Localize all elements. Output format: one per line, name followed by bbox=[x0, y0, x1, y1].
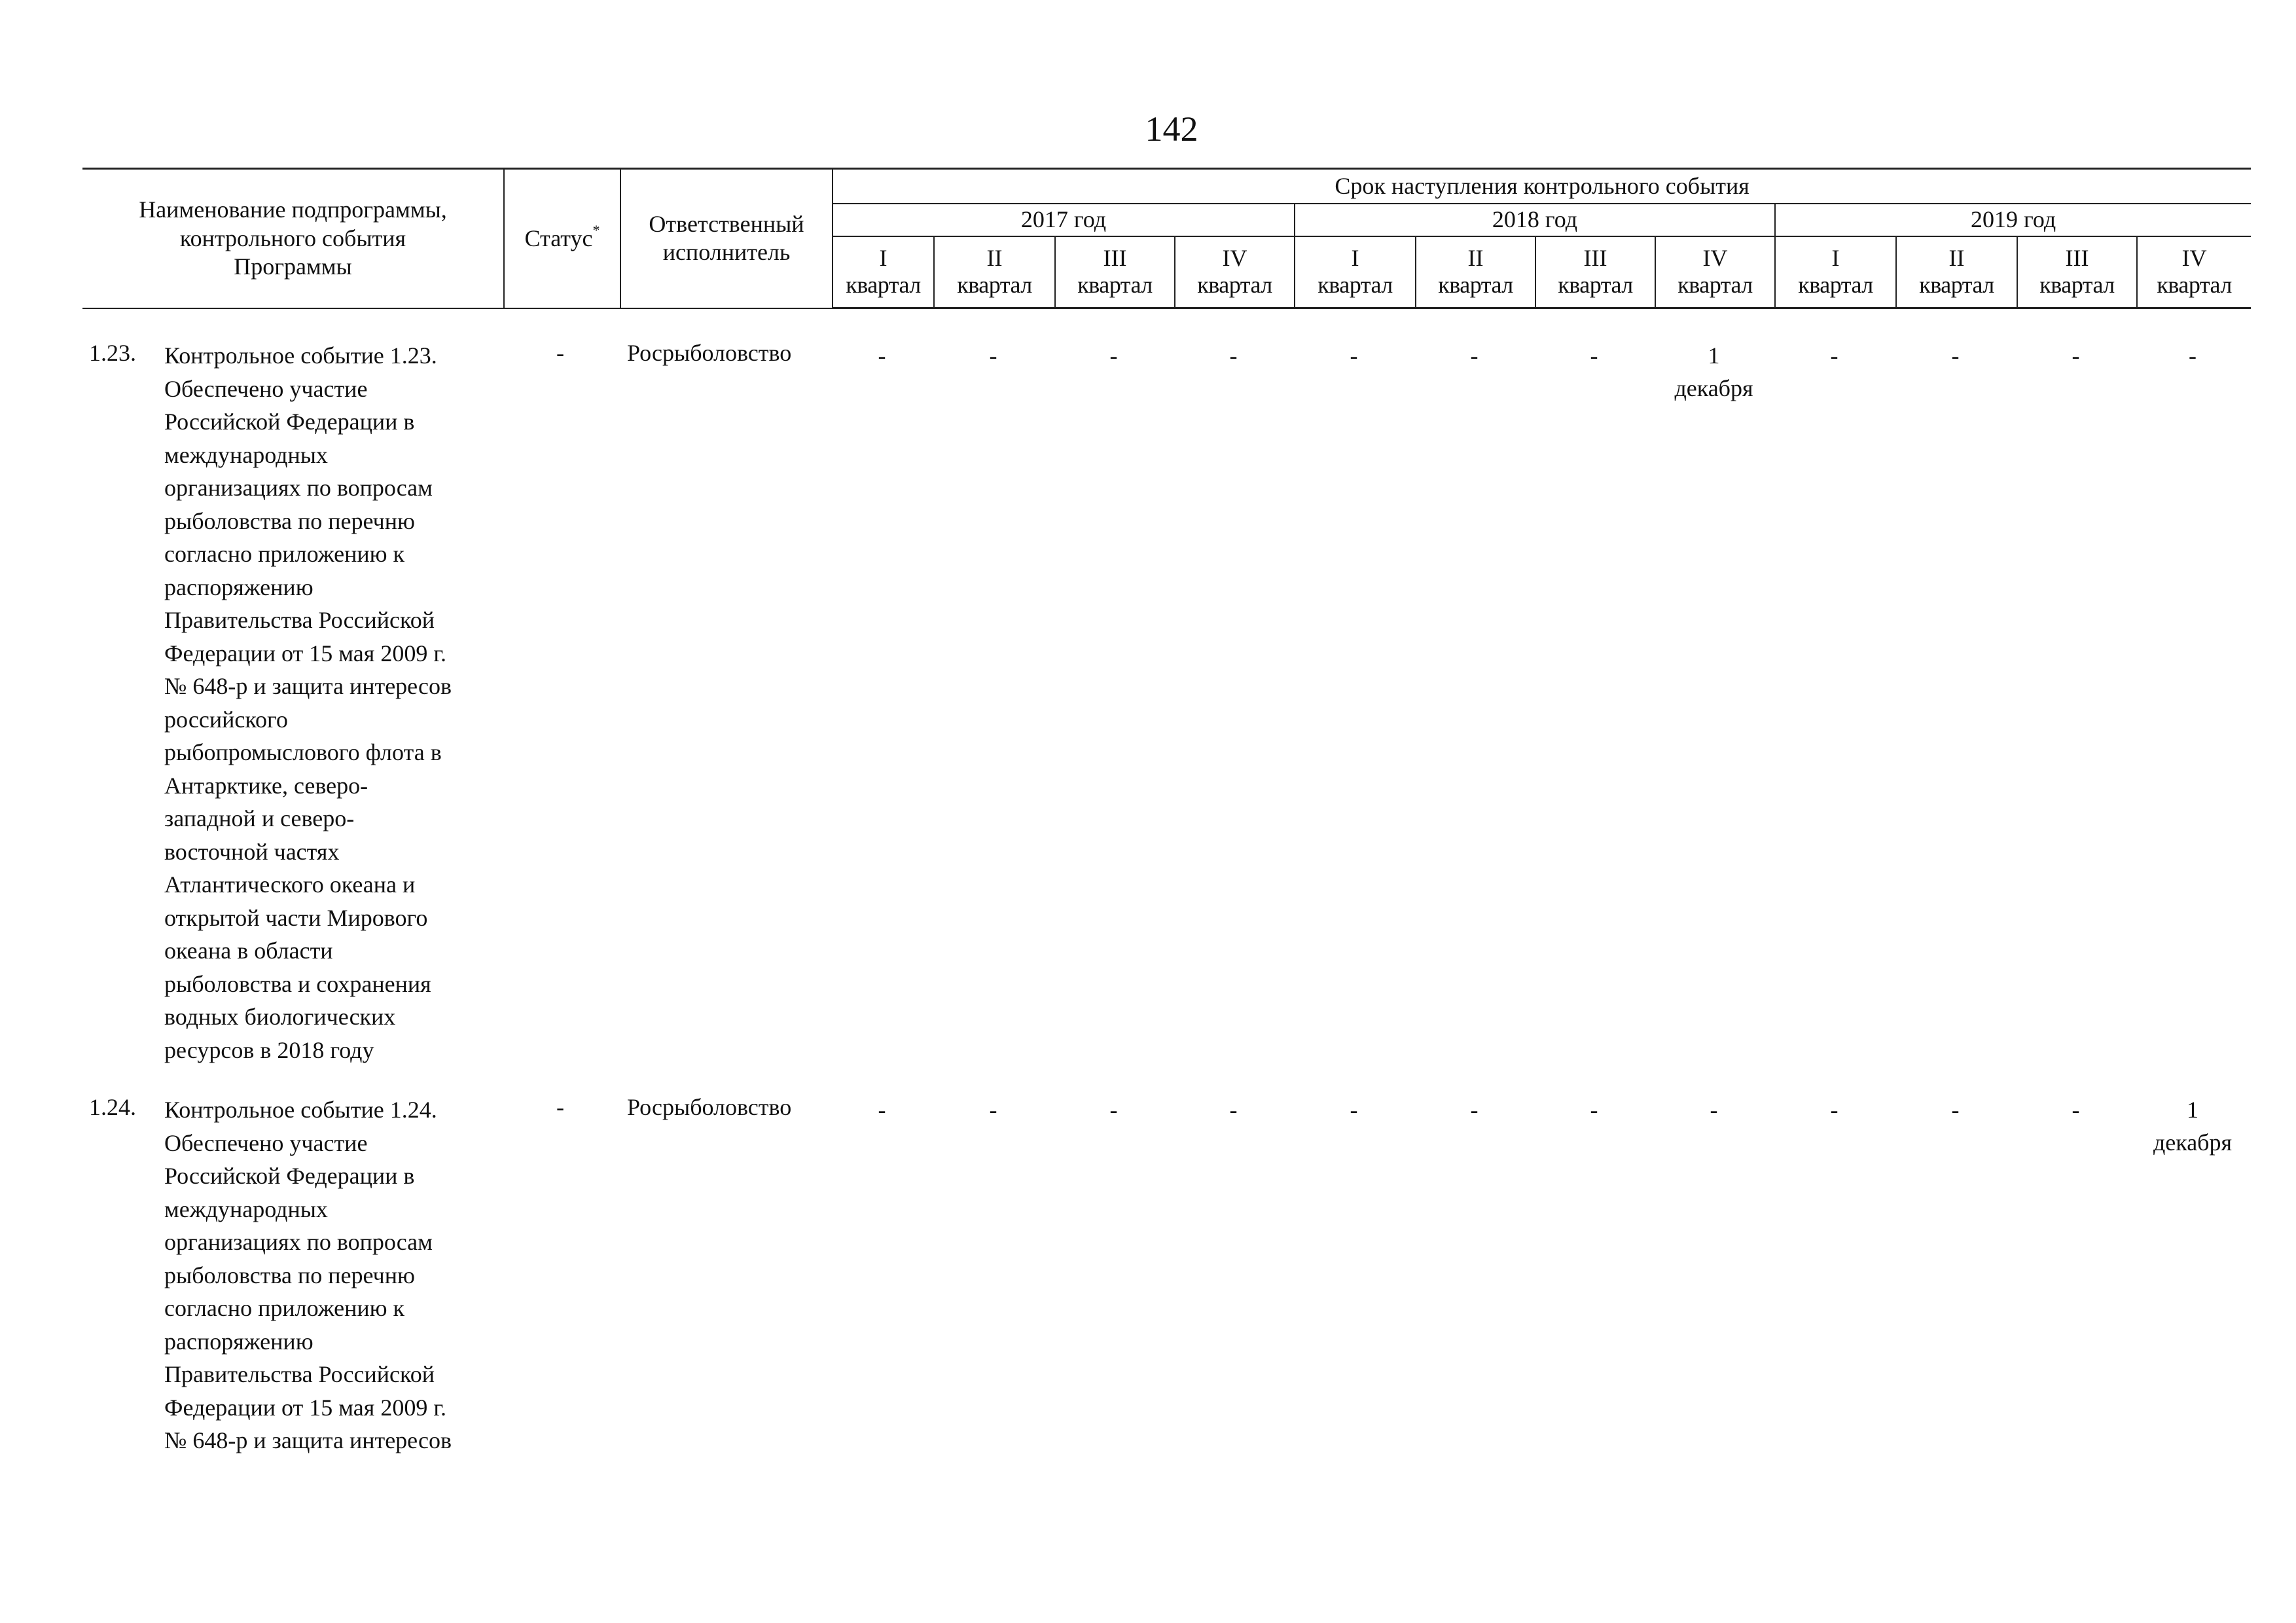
status-footnote-mark: * bbox=[592, 221, 600, 238]
deadline-header: Срок наступления контрольного события bbox=[833, 169, 2251, 204]
quarter-cell: - bbox=[2189, 342, 2197, 369]
quarter-cell: - bbox=[1590, 342, 1598, 369]
quarter-cell: - bbox=[1951, 342, 1960, 369]
quarter-cell: - bbox=[1470, 1097, 1479, 1123]
quarter-cell: - bbox=[989, 1097, 997, 1123]
quarter-cell: - bbox=[1951, 1097, 1960, 1123]
row-executor: Росрыболовство bbox=[627, 1094, 792, 1120]
quarter-cell: - bbox=[2072, 342, 2080, 369]
quarter-cell: 1 декабря bbox=[1674, 342, 1753, 401]
status-column-header: Статус* bbox=[504, 169, 620, 308]
row-executor: Росрыболовство bbox=[627, 340, 792, 366]
table-header bbox=[82, 168, 2251, 309]
quarter-header: III квартал bbox=[1535, 236, 1655, 308]
executor-column-header: Ответственный исполнитель bbox=[620, 169, 833, 308]
quarter-header: II квартал bbox=[1896, 236, 2017, 308]
quarter-cell: - bbox=[1590, 1097, 1598, 1123]
quarter-header: IV квартал bbox=[1655, 236, 1775, 308]
quarter-cell: - bbox=[878, 342, 886, 369]
quarter-cell: - bbox=[1830, 1097, 1839, 1123]
year-2019-header: 2019 год bbox=[1775, 204, 2251, 236]
row-number: 1.24. bbox=[89, 1094, 136, 1120]
quarter-cell: - bbox=[1350, 1097, 1358, 1123]
quarter-cell: - bbox=[1109, 342, 1118, 369]
row-description: Контрольное событие 1.23. Обеспечено участие Российской Федерации в международных организациях по вопросам рыболовства по перечню согласно приложению к распоряжению Правительства Российской Федерации от 15 мая 2009 г. № 648-р и защита интересов российского рыбопромыслового флота в Антарктике, северо- западной и северо- восточной частях Атлантического океана и открытой части Мирового океана в области рыболовства и сохранения водных биологических ресурсов в 2018 году bbox=[164, 342, 452, 1063]
quarter-cell: 1 декабря bbox=[2153, 1097, 2233, 1156]
quarter-cell: - bbox=[2072, 1097, 2080, 1123]
row-status: - bbox=[556, 1094, 564, 1120]
year-2017-header: 2017 год bbox=[833, 204, 1295, 236]
row-number: 1.23. bbox=[89, 340, 136, 366]
quarter-header: I квартал bbox=[1295, 236, 1416, 308]
quarter-header: I квартал bbox=[1775, 236, 1896, 308]
name-column-header: Наименование подпрограммы, контрольного события Программы bbox=[82, 169, 504, 308]
quarter-cell: - bbox=[1350, 342, 1358, 369]
quarter-cell: - bbox=[1229, 1097, 1238, 1123]
quarter-header: I квартал bbox=[833, 236, 934, 308]
quarter-cell: - bbox=[1229, 342, 1238, 369]
year-2018-header: 2018 год bbox=[1295, 204, 1775, 236]
quarter-cell: - bbox=[1470, 342, 1479, 369]
quarter-header: IV квартал bbox=[2137, 236, 2251, 308]
quarter-header: II квартал bbox=[1416, 236, 1535, 308]
quarter-header: II квартал bbox=[934, 236, 1055, 308]
row-description: Контрольное событие 1.24. Обеспечено участие Российской Федерации в международных организациях по вопросам рыболовства по перечню согласно приложению к распоряжению Правительства Российской Федерации от 15 мая 2009 г. № 648-р и защита интересов bbox=[164, 1097, 452, 1453]
quarter-cell: - bbox=[1830, 342, 1839, 369]
quarter-header: III квартал bbox=[2017, 236, 2137, 308]
quarter-cell: - bbox=[989, 342, 997, 369]
quarter-header: III квартал bbox=[1055, 236, 1175, 308]
quarter-cell: - bbox=[1710, 1097, 1718, 1123]
quarter-cell: - bbox=[878, 1097, 886, 1123]
quarter-cell: - bbox=[1109, 1097, 1118, 1123]
quarter-header: IV квартал bbox=[1175, 236, 1295, 308]
page-number: 142 bbox=[1145, 109, 1198, 149]
row-status: - bbox=[556, 340, 564, 366]
